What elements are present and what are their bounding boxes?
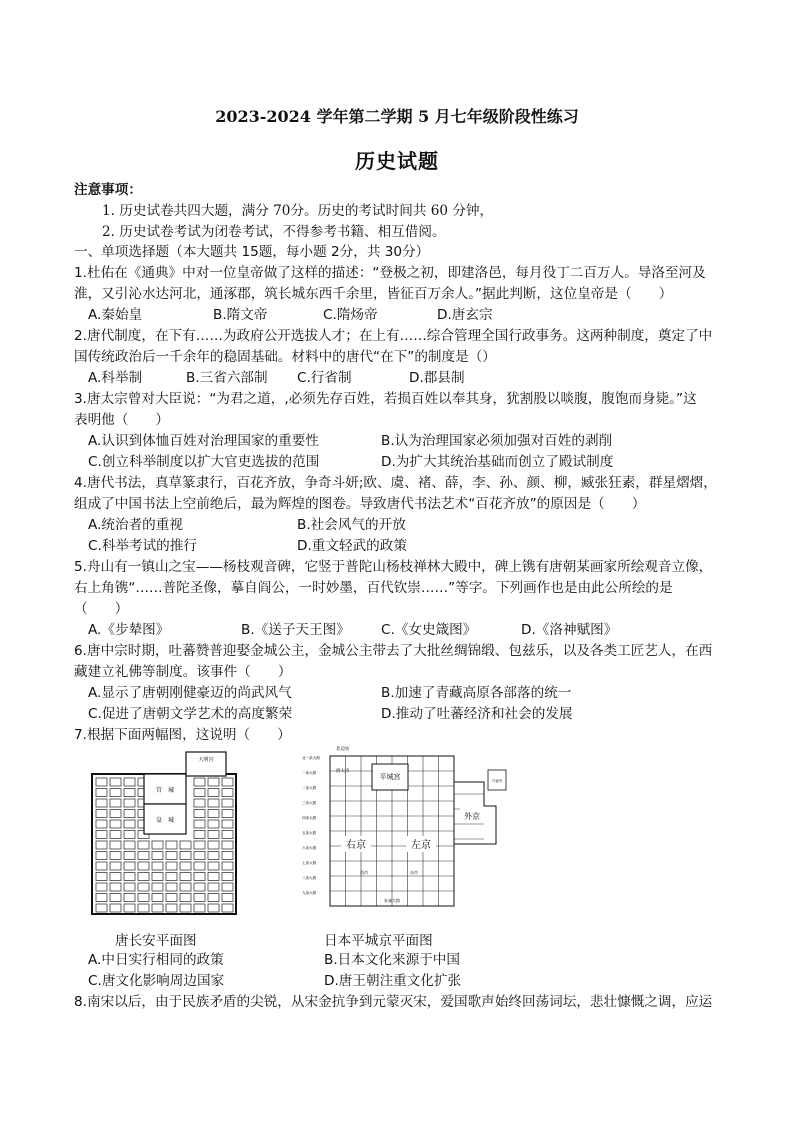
ward-block (110, 778, 121, 786)
avenue-label: 四条大路 (302, 816, 317, 820)
ward-block (180, 841, 191, 849)
ward-block (96, 820, 107, 828)
question-stem: 淮，又引沁水达河北，通涿郡，筑长城东西千余里，皆征百万余人。”据此判断，这位皇帝是（ ） (74, 286, 673, 302)
ward-block (96, 873, 107, 881)
ward-block (110, 820, 121, 828)
ward-block (110, 789, 121, 797)
ward-block (110, 799, 121, 807)
ward-block (124, 852, 135, 860)
ward-block (110, 873, 121, 881)
ward-block (152, 883, 163, 891)
ward-block (222, 810, 233, 818)
ward-block (124, 778, 135, 786)
ward-block (124, 862, 135, 870)
heijokyo-plan-figure (300, 742, 520, 922)
ward-block (96, 904, 107, 912)
ward-block (180, 894, 191, 902)
ward-block (138, 883, 149, 891)
west-market-label: 西市 (360, 870, 368, 875)
ward-block (222, 883, 233, 891)
option-b: B.《送子天王图》 (241, 622, 350, 638)
kofukuji-label: 兴福寺 (491, 779, 503, 783)
ward-block (194, 789, 205, 797)
ward-block (138, 862, 149, 870)
option-d: D.《洛神赋图》 (521, 622, 618, 638)
ward-block (194, 841, 205, 849)
ward-block (222, 904, 233, 912)
ward-block (194, 778, 205, 786)
question-stem: 组成了中国书法上空前绝后，最为辉煌的图卷。导致唐代书法艺术“百花齐放”的原因是（ ） (74, 496, 646, 512)
ward-block (166, 894, 177, 902)
ward-block (138, 852, 149, 860)
ward-block (124, 820, 135, 828)
avenue-label: 九条大路 (302, 891, 317, 895)
ward-block (110, 894, 121, 902)
option-a: A.《步辇图》 (88, 622, 170, 638)
option-b: B.三省六部制 (186, 370, 268, 386)
option-d: D.为扩大其统治基础而创立了殿试制度 (381, 454, 614, 470)
ward-block (152, 894, 163, 902)
heijo-palace-label: 平城宫 (379, 773, 401, 781)
option-a: A.显示了唐朝刚健豪迈的尚武风气 (88, 685, 292, 701)
ward-block (208, 904, 219, 912)
ward-block (194, 799, 205, 807)
ward-block (96, 799, 107, 807)
option-d: D.重文轻武的政策 (297, 538, 407, 554)
ward-block (110, 831, 121, 839)
question-stem: 国传统政治后一千余年的稳固基础。材料中的唐代“在下”的制度是（） (74, 349, 496, 365)
ward-block (152, 862, 163, 870)
note-item: 1. 历史试卷共四大题，满分 70分。历史的考试时间共 60 分钟， (102, 203, 494, 219)
ward-block (110, 810, 121, 818)
ward-block (166, 883, 177, 891)
question-stem: 4.唐代书法，真草篆隶行，百花齐放，争奇斗妍;欧、虞、褚、薛，李、孙、颜、柳，臧张狂素，群星熠熠， (74, 475, 717, 491)
ward-block (222, 873, 233, 881)
exam-subject: 历史试题 (355, 149, 439, 173)
north-label: 北边坊 (336, 747, 350, 752)
ward-block (166, 862, 177, 870)
option-b: B.隋文帝 (213, 307, 268, 323)
avenue-label: 三条大路 (302, 801, 317, 805)
ward-block (208, 799, 219, 807)
ward-block (208, 862, 219, 870)
question-stem: 6.唐中宗时期，吐蕃赞普迎娶金城公主，金城公主带去了大批丝绸锦缎、包兹乐，以及各类工匠艺人，在西 (74, 643, 713, 659)
ward-block (194, 904, 205, 912)
gekyo-label: 外京 (464, 812, 480, 821)
avenue-label: 二条大路 (302, 786, 317, 790)
ward-block (208, 831, 219, 839)
ward-block (96, 862, 107, 870)
option-b: B.认为治理国家必须加强对百姓的剥削 (381, 433, 613, 449)
question-stem: 右上角镌“……普陀圣像，摹自阎公，一时妙墨，百代钦崇……”等字。下列画作也是由此公所绘的是 (74, 580, 673, 596)
ward-block (180, 904, 191, 912)
imperial-city-label: 皇 城 (155, 817, 175, 824)
avenue-label: 八条大路 (302, 876, 317, 880)
question-stem: 7.根据下面两幅图，这说明（ ） (74, 727, 291, 743)
ward-block (194, 831, 205, 839)
ward-block (152, 904, 163, 912)
ward-block (208, 789, 219, 797)
ward-block (138, 841, 149, 849)
ward-block (152, 852, 163, 860)
ward-block (222, 799, 233, 807)
ward-block (180, 852, 191, 860)
ward-block (110, 904, 121, 912)
option-c: C.行省制 (297, 370, 352, 386)
ward-block (110, 841, 121, 849)
ward-block (124, 831, 135, 839)
ward-block (110, 852, 121, 860)
question-stem: 表明他（ ） (74, 412, 170, 428)
ward-block (222, 841, 233, 849)
question-stem: 藏建立礼佛等制度。该事件（ ） (74, 664, 292, 680)
ward-block (138, 873, 149, 881)
ward-block (208, 778, 219, 786)
ward-block (222, 820, 233, 828)
figure-caption: 唐长安平面图 (115, 933, 197, 949)
sakyo-label: 左京 (411, 840, 431, 851)
ward-block (222, 789, 233, 797)
ward-block (96, 894, 107, 902)
ward-block (194, 883, 205, 891)
ward-block (180, 862, 191, 870)
option-c: C.促进了唐朝文学艺术的高度繁荣 (88, 706, 293, 722)
ward-block (166, 841, 177, 849)
ward-block (96, 789, 107, 797)
ward-block (124, 789, 135, 797)
ward-block (180, 883, 191, 891)
option-c: C.科举考试的推行 (88, 538, 197, 554)
ward-block (222, 778, 233, 786)
ward-block (124, 841, 135, 849)
ward-block (194, 894, 205, 902)
notes-heading: 注意事项： (74, 182, 142, 198)
ward-block (222, 852, 233, 860)
option-a: A.统治者的重视 (88, 517, 183, 533)
ward-block (208, 841, 219, 849)
ward-block (124, 883, 135, 891)
ward-block (96, 852, 107, 860)
ward-block (96, 831, 107, 839)
question-stem: 2.唐代制度，在下有……为政府公开选拔人才；在上有……综合管理全国行政事务。这两种制度，奠定了中 (74, 328, 713, 344)
west-temple-label: 西大寺 (336, 769, 350, 774)
question-stem: （ ） (74, 601, 129, 617)
ward-block (194, 810, 205, 818)
option-b: B.社会风气的开放 (297, 517, 406, 533)
avenue-label: 六条大路 (302, 846, 317, 850)
ward-block (208, 873, 219, 881)
ward-block (208, 810, 219, 818)
ward-block (194, 862, 205, 870)
ward-block (222, 894, 233, 902)
option-d: D.推动了吐蕃经济和社会的发展 (381, 706, 573, 722)
palace-city-label: 宫 城 (155, 787, 175, 794)
ward-block (208, 852, 219, 860)
ward-block (208, 820, 219, 828)
avenue-label: 五条大路 (302, 831, 317, 835)
ward-block (138, 904, 149, 912)
question-stem: 1.杜佑在《通典》中对一位皇帝做了这样的描述：“登极之初，即建洛邑，每月役丁二百万人。导洛至河及 (74, 265, 706, 281)
ward-block (124, 873, 135, 881)
option-c: C.《女史箴图》 (381, 622, 477, 638)
ward-block (124, 810, 135, 818)
ward-block (110, 862, 121, 870)
ward-block (110, 883, 121, 891)
option-a: A.中日实行相同的政策 (88, 952, 224, 968)
ward-block (124, 894, 135, 902)
option-c: C.隋炀帝 (323, 307, 378, 323)
section-heading: 一、单项选择题（本大题共 15题，每小题 2分，共 30分） (74, 244, 430, 260)
option-a: A.科举制 (88, 370, 143, 386)
ward-block (124, 904, 135, 912)
east-market-label: 东市 (410, 870, 418, 875)
ward-block (194, 852, 205, 860)
ward-block (222, 831, 233, 839)
question-stem: 3.唐太宗曾对大臣说：“为君之道，,必须先存百姓，若损百姓以奉其身，犹割股以啖腹，腹饱而身毙。”这 (74, 391, 697, 407)
ward-block (96, 810, 107, 818)
ward-block (208, 894, 219, 902)
option-d: D.唐玄宗 (437, 307, 493, 323)
figure-caption: 日本平城京平面图 (324, 933, 433, 949)
ukyo-label: 右京 (346, 840, 366, 851)
avenue-label: 北一条大路 (302, 756, 320, 760)
ward-block (208, 883, 219, 891)
question-stem: 8.南宋以后，由于民族矛盾的尖锐，从宋金抗争到元蒙灭宋，爱国歌声始终回荡词坛，悲壮慷慨之调，应运 (74, 994, 713, 1010)
option-c: C.创立科举制度以扩大官吏选拔的范围 (88, 454, 320, 470)
ward-block (152, 841, 163, 849)
option-b: B.日本文化来源于中国 (324, 952, 460, 968)
option-c: C.唐文化影响周边国家 (88, 973, 225, 989)
ward-block (138, 894, 149, 902)
ward-block (96, 778, 107, 786)
avenue-label: 一条大路 (302, 771, 317, 775)
ward-block (166, 852, 177, 860)
option-b: B.加速了青藏高原各部落的统一 (381, 685, 572, 701)
note-item: 2. 历史试卷考试为闭卷考试，不得参考书籍、相互借阅。 (102, 224, 446, 240)
changan-plan-figure (86, 748, 244, 922)
ward-block (96, 883, 107, 891)
ward-block (166, 904, 177, 912)
ward-block (194, 873, 205, 881)
ward-block (180, 873, 191, 881)
option-d: D.郡县制 (409, 370, 465, 386)
ward-block (166, 873, 177, 881)
ward-block (96, 841, 107, 849)
option-a: A.秦始皇 (88, 307, 143, 323)
ward-block (194, 820, 205, 828)
avenue-label: 七条大路 (302, 861, 317, 865)
daming-palace-label: 大明宫 (198, 757, 214, 763)
ward-block (152, 873, 163, 881)
ward-block (124, 799, 135, 807)
option-a: A.认识到体恤百姓对治理国家的重要性 (88, 433, 319, 449)
option-d: D.唐王朝注重文化扩张 (324, 973, 462, 989)
exam-title: 2023-2024 学年第二学期 5 月七年级阶段性练习 (215, 107, 579, 126)
question-stem: 5.舟山有一镇山之宝——杨枝观音碑，它竖于普陀山杨枝禅林大殿中，碑上镌有唐朝某画家所绘观音立像， (74, 559, 713, 575)
ward-block (222, 862, 233, 870)
suzaku-label: 朱雀大路 (384, 898, 400, 903)
